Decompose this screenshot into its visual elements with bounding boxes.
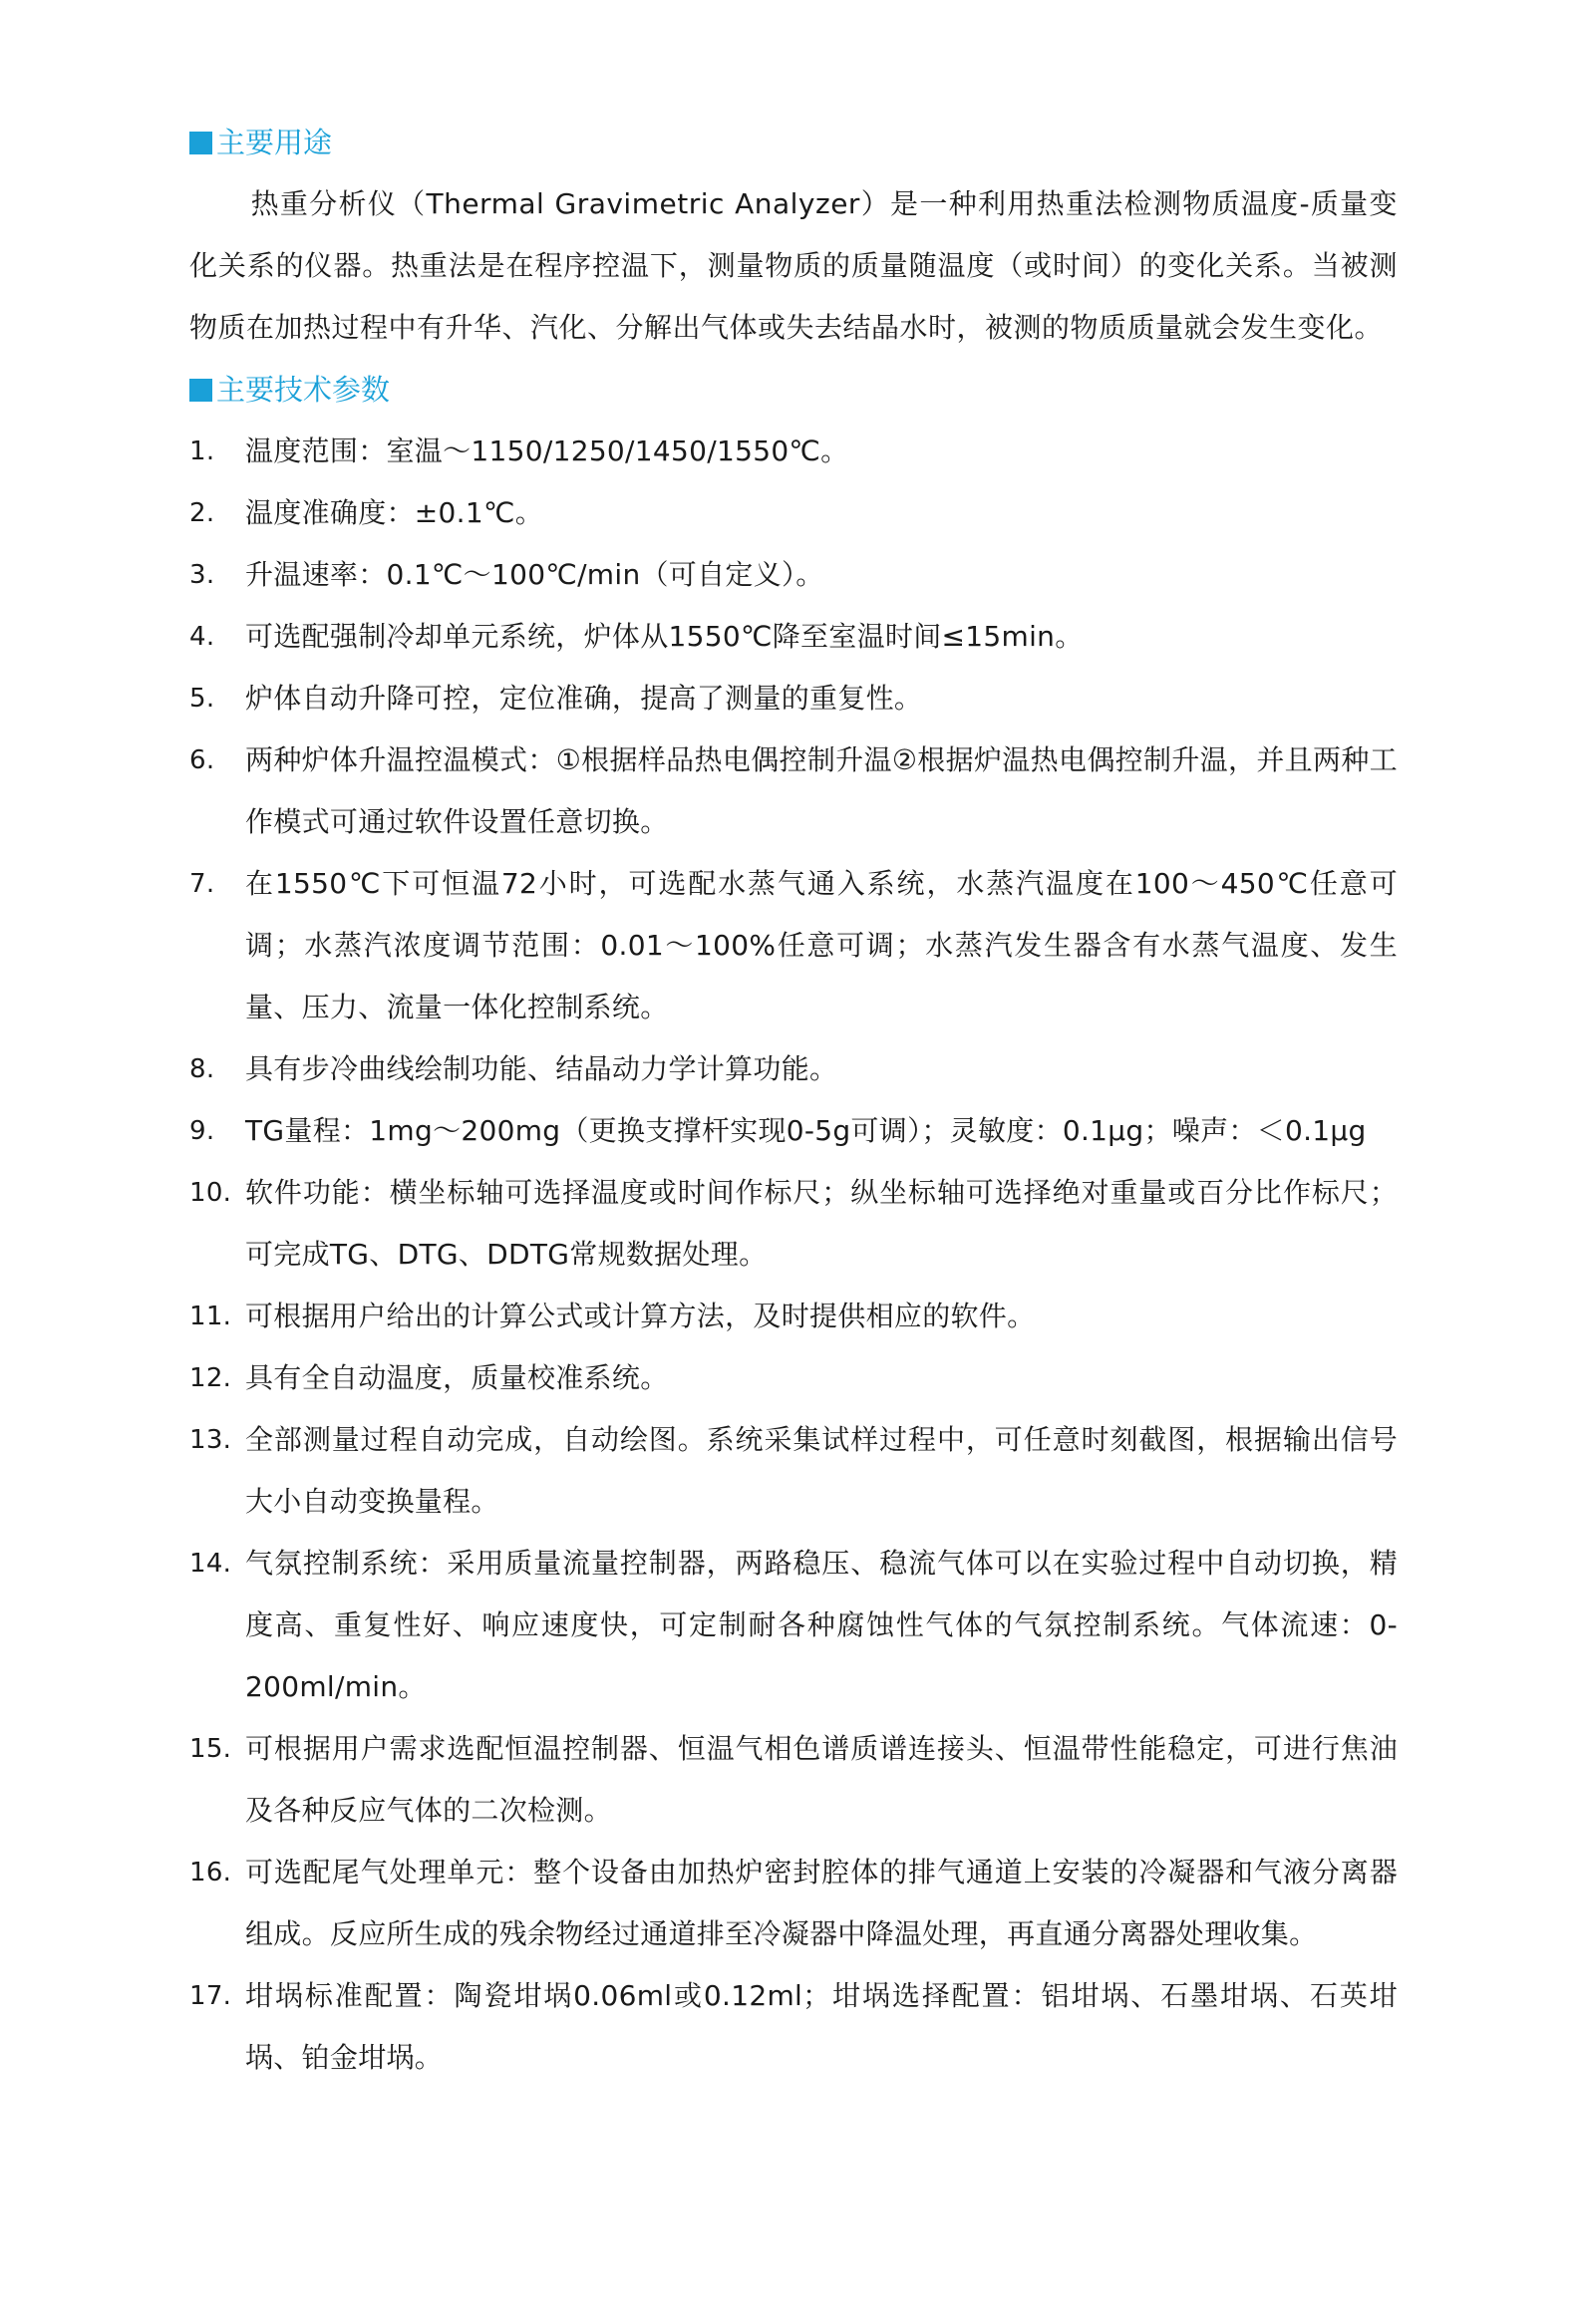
- item-number: 14.: [189, 1549, 232, 1579]
- list-item: [189, 668, 1398, 729]
- item-text: 可选配强制冷却单元系统，炉体从1550℃降至室温时间≤15min。: [245, 620, 1084, 653]
- item-text: 具有步冷曲线绘制功能、结晶动力学计算功能。: [245, 1052, 838, 1085]
- item-number: 12.: [189, 1363, 232, 1393]
- item-number: 4.: [189, 622, 215, 652]
- spec-list: [189, 421, 1398, 2089]
- list-item: [189, 1718, 1398, 1842]
- usage-paragraph: 热重分析仪（Thermal Gravimetric Analyzer）是一种利用热重法检测物质温度-质量变化关系的仪器。热重法是在程序控温下，测量物质的质量随温度（或时间）的变化关系。当被测物质在加热过程中有升华、汽化、分解出气体或失去结晶水时，被测的物质质量就会发生变化。: [189, 187, 1398, 344]
- list-item: [189, 729, 1398, 853]
- item-number: 2.: [189, 498, 215, 528]
- list-item: [189, 1533, 1398, 1718]
- item-number: 13.: [189, 1425, 232, 1455]
- list-item: [189, 1286, 1398, 1347]
- item-text: 具有全自动温度，质量校准系统。: [245, 1361, 669, 1394]
- item-number: 1.: [189, 436, 215, 466]
- list-item: [189, 482, 1398, 544]
- item-number: 9.: [189, 1116, 215, 1146]
- section-heading-usage: [189, 112, 1398, 173]
- item-text: 两种炉体升温控温模式：①根据样品热电偶控制升温②根据炉温热电偶控制升温，并且两种工作模式可通过软件设置任意切换。: [245, 743, 1398, 838]
- item-text: 坩埚标准配置：陶瓷坩埚0.06ml或0.12ml；坩埚选择配置：铝坩埚、石墨坩埚、石英坩埚、铂金坩埚。: [245, 1979, 1398, 2074]
- item-number: 7.: [189, 869, 215, 899]
- square-bullet-icon: [189, 132, 212, 154]
- item-number: 15.: [189, 1734, 232, 1764]
- list-item: [189, 853, 1398, 1038]
- list-item: [189, 1100, 1398, 1162]
- item-text: 温度准确度：±0.1℃。: [245, 496, 544, 529]
- item-number: 3.: [189, 560, 215, 590]
- square-bullet-icon: [189, 379, 212, 402]
- list-item: [189, 544, 1398, 606]
- section-heading-text: 主要技术参数: [216, 373, 391, 407]
- document-content: [189, 112, 1398, 2089]
- list-item: [189, 1965, 1398, 2089]
- item-text: 在1550℃下可恒温72小时，可选配水蒸气通入系统，水蒸汽温度在100～450℃任意可调；水蒸汽浓度调节范围：0.01～100%任意可调；水蒸汽发生器含有水蒸气温度、发生量、压力、流量一体化控制系统。: [245, 867, 1398, 1023]
- item-number: 5.: [189, 684, 215, 714]
- item-number: 11.: [189, 1302, 232, 1331]
- section-heading-specs: [189, 359, 1398, 421]
- item-text: 可根据用户给出的计算公式或计算方法，及时提供相应的软件。: [245, 1300, 1036, 1332]
- item-number: 6.: [189, 745, 215, 775]
- item-number: 8.: [189, 1054, 215, 1084]
- item-text: 软件功能：横坐标轴可选择温度或时间作标尺；纵坐标轴可选择绝对重量或百分比作标尺；可完成TG、DTG、DDTG常规数据处理。: [245, 1176, 1398, 1271]
- item-text: TG量程：1mg～200mg（更换支撑杆实现0-5g可调）；灵敏度：0.1μg；噪声：＜0.1μg: [245, 1114, 1367, 1147]
- list-item: [189, 1842, 1398, 1965]
- item-text: 温度范围：室温～1150/1250/1450/1550℃。: [245, 435, 849, 467]
- list-item: [189, 1347, 1398, 1409]
- item-text: 全部测量过程自动完成，自动绘图。系统采集试样过程中，可任意时刻截图，根据输出信号大小自动变换量程。: [245, 1423, 1398, 1518]
- item-text: 炉体自动升降可控，定位准确，提高了测量的重复性。: [245, 682, 923, 715]
- list-item: [189, 421, 1398, 482]
- item-text: 气氛控制系统：采用质量流量控制器，两路稳压、稳流气体可以在实验过程中自动切换，精度高、重复性好、响应速度快，可定制耐各种腐蚀性气体的气氛控制系统。气体流速：0-200ml/min。: [245, 1547, 1398, 1703]
- section-heading-text: 主要用途: [216, 126, 333, 159]
- list-item: [189, 1038, 1398, 1100]
- item-text: 可选配尾气处理单元：整个设备由加热炉密封腔体的排气通道上安装的冷凝器和气液分离器组成。反应所生成的残余物经过通道排至冷凝器中降温处理，再直通分离器处理收集。: [245, 1856, 1398, 1950]
- item-text: 可根据用户需求选配恒温控制器、恒温气相色谱质谱连接头、恒温带性能稳定，可进行焦油及各种反应气体的二次检测。: [245, 1732, 1398, 1827]
- item-number: 10.: [189, 1178, 232, 1208]
- item-number: 16.: [189, 1858, 232, 1888]
- list-item: [189, 606, 1398, 668]
- list-item: [189, 1409, 1398, 1533]
- item-number: 17.: [189, 1981, 232, 2011]
- item-text: 升温速率：0.1℃～100℃/min（可自定义）。: [245, 558, 824, 591]
- list-item: [189, 1162, 1398, 1286]
